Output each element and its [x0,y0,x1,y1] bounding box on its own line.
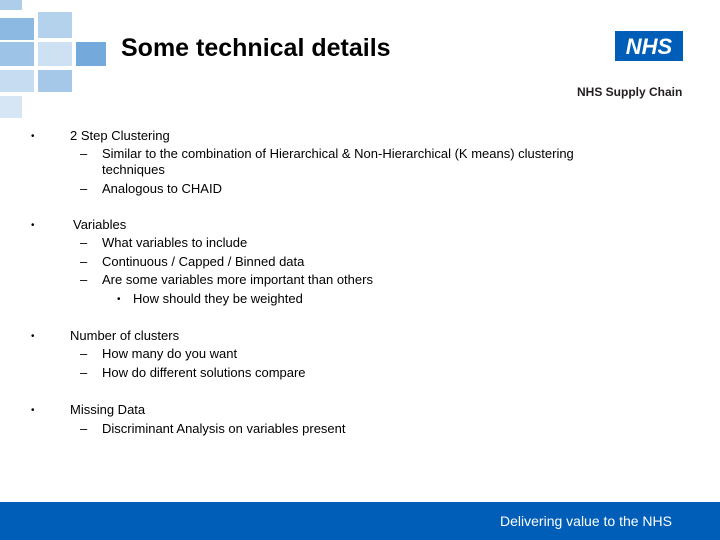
dash-marker: – [80,272,88,287]
bullet-item-missing-data: Missing Data [70,402,146,417]
sub-bullet-marker: • [117,294,121,305]
sub-item: Analogous to CHAID [102,181,222,196]
nhs-supply-chain-label: NHS Supply Chain [577,85,683,99]
decorative-tile-pattern [0,0,110,125]
bullet-marker: • [31,331,35,342]
bullet-item-clustering: 2 Step Clustering [70,128,170,143]
sub-item: Similar to the combination of Hierarchical & Non-Hierarchical (K means) clustering [102,146,574,161]
dash-marker: – [80,181,88,196]
nhs-logo [615,31,683,61]
dash-marker: – [80,346,88,361]
bullet-marker: • [31,405,35,416]
dash-marker: – [80,421,88,436]
dash-marker: – [80,235,88,250]
nhs-logo-text: NHS [625,34,673,59]
sub-item: How many do you want [102,346,238,361]
footer-tagline: Delivering value to the NHS [500,513,672,529]
bullet-item-clusters: Number of clusters [70,328,180,343]
footer-bar [0,502,720,540]
dash-marker: – [80,365,88,380]
sub-item: Discriminant Analysis on variables present [102,421,346,436]
bullet-marker: • [31,220,35,231]
bullet-item-variables: Variables [73,217,127,232]
sub-item: How do different solutions compare [102,365,306,380]
dash-marker: – [80,146,88,161]
sub-sub-item: How should they be weighted [133,291,303,306]
sub-item: What variables to include [102,235,248,250]
bullet-marker: • [31,131,35,142]
sub-item: Are some variables more important than others [102,272,373,287]
sub-item: Continuous / Capped / Binned data [102,254,305,269]
sub-item-continuation: techniques [102,162,165,177]
slide-title: Some technical details [121,34,391,62]
dash-marker: – [80,254,88,269]
